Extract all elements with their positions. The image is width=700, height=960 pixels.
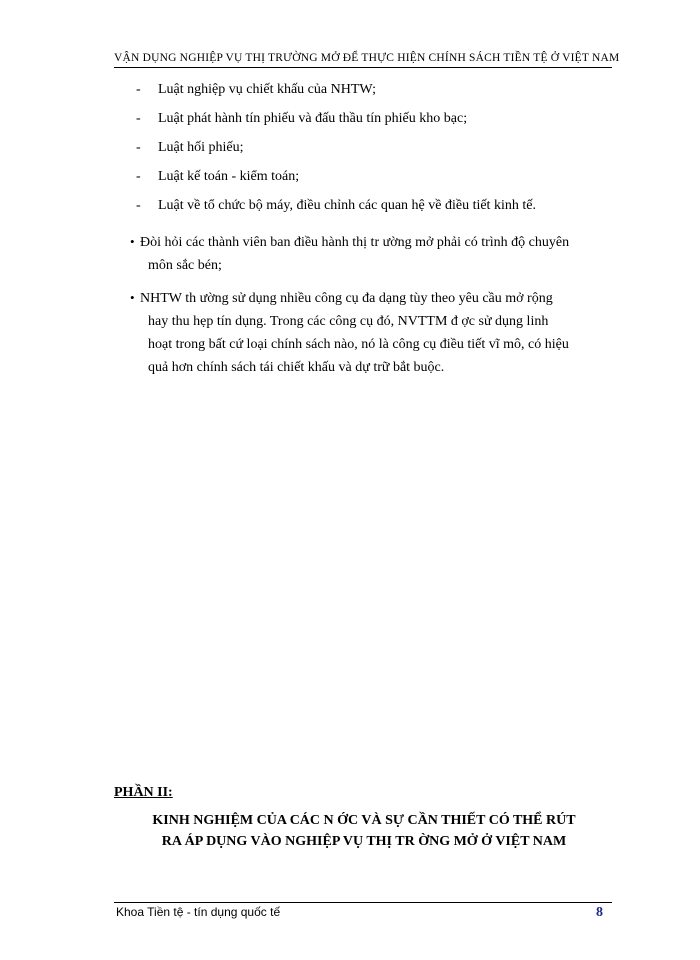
page-number: 8: [596, 905, 603, 920]
paragraph-line: quả hơn chính sách tái chiết khấu và dự trữ bắt buộc.: [148, 360, 445, 375]
paragraph-text: NHTW th ường sử dụng nhiều công cụ đa dạng tùy theo yêu cầu mở rộng: [140, 291, 553, 306]
paragraph-text: Đòi hỏi các thành viên ban điều hành thị tr ường mở phải có trình độ chuyên: [140, 235, 570, 250]
section-title: [114, 810, 614, 852]
footer-divider: [114, 902, 612, 903]
section-label: PHẦN II:: [114, 785, 173, 800]
header-divider: [114, 67, 612, 68]
dash-marker: -: [136, 169, 141, 184]
paragraph-line: [130, 286, 618, 310]
section-title-line: KINH NGHIỆM CỦA CÁC N ỚC VÀ SỰ CẦN THIẾT CÓ THỂ RÚT: [152, 813, 576, 828]
bullet-marker: •: [130, 234, 135, 249]
dash-marker: -: [136, 111, 141, 126]
paragraph-line: [130, 230, 618, 254]
list-item-text: Luật về tổ chức bộ máy, điều chỉnh các quan hệ về điều tiết kinh tế.: [158, 198, 536, 213]
dash-marker: -: [136, 198, 141, 213]
paragraph-line: hoạt trong bất cứ loại chính sách nào, nó là công cụ điều tiết vĩ mô, có hiệu: [148, 337, 569, 352]
footer-department: Khoa Tiền tệ - tín dụng quốc tế: [116, 905, 281, 919]
paragraph-line: hay thu hẹp tín dụng. Trong các công cụ đó, NVTTM đ ợc sử dụng linh: [148, 314, 549, 329]
list-item: [136, 138, 616, 167]
bullet-paragraph-tools: [130, 286, 618, 379]
list-item-text: Luật phát hành tín phiếu và đấu thầu tín phiếu kho bạc;: [158, 111, 468, 126]
section-title-line: RA ÁP DỤNG VÀO NGHIỆP VỤ THỊ TR ỜNG MỞ Ở VIỆT NAM: [161, 834, 567, 849]
list-item-text: Luật kế toán - kiểm toán;: [158, 169, 300, 184]
dash-marker: -: [136, 82, 141, 97]
running-header-title: VẬN DỤNG NGHIỆP VỤ THỊ TRƯỜNG MỞ ĐỂ THỰC HIỆN CHÍNH SÁCH TIỀN TỆ Ở VIỆT NAM: [114, 52, 620, 64]
dash-marker: -: [136, 140, 141, 155]
bullet-paragraph-staff: [130, 230, 618, 277]
list-item: [136, 167, 616, 196]
list-item: [136, 80, 616, 109]
bullet-marker: •: [130, 290, 135, 305]
paragraph-line: môn sắc bén;: [148, 258, 222, 273]
list-item-text: Luật nghiệp vụ chiết khấu của NHTW;: [158, 82, 376, 97]
law-list: [136, 80, 616, 225]
list-item: [136, 109, 616, 138]
list-item-text: Luật hối phiếu;: [158, 140, 244, 155]
list-item: [136, 196, 616, 225]
